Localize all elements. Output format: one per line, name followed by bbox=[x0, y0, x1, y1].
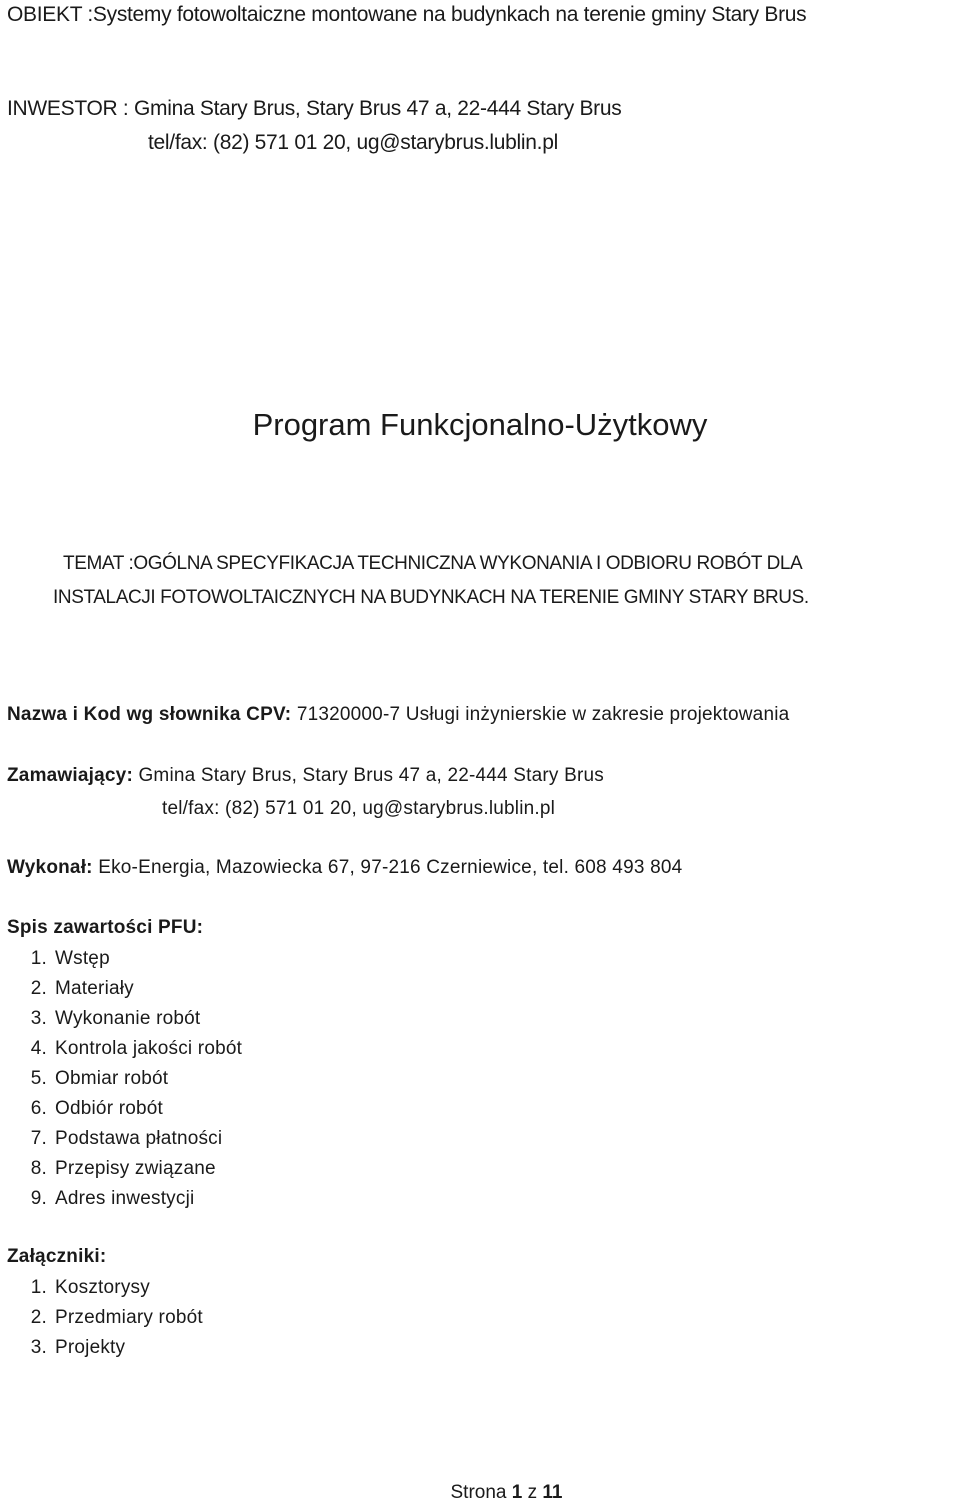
toc-item-number: 5. bbox=[30, 1068, 47, 1089]
toc-item-label: Podstawa płatności bbox=[55, 1128, 223, 1149]
contractor-value: Eko-Energia, Mazowiecka 67, 97-216 Czerniewice, tel. 608 493 804 bbox=[98, 857, 683, 878]
toc-item bbox=[7, 1124, 242, 1154]
footer-page-total: 11 bbox=[542, 1482, 563, 1503]
attachments-list bbox=[7, 1273, 203, 1363]
attachment-item-number: 1. bbox=[30, 1277, 47, 1298]
footer-prefix: Strona bbox=[450, 1482, 507, 1503]
toc-item-number: 9. bbox=[30, 1188, 47, 1209]
toc-item-label: Wykonanie robót bbox=[55, 1008, 201, 1029]
attachment-item-label: Kosztorysy bbox=[55, 1277, 150, 1298]
attachment-item bbox=[7, 1273, 203, 1303]
client-label: Zamawiający: bbox=[7, 765, 133, 786]
toc-list bbox=[7, 944, 242, 1214]
toc-item-number: 7. bbox=[30, 1128, 47, 1149]
cpv-line bbox=[7, 704, 789, 726]
investor-contact: tel/fax: (82) 571 01 20, ug@starybrus.lublin.pl bbox=[148, 131, 558, 154]
cpv-label: Nazwa i Kod wg słownika CPV: bbox=[7, 704, 292, 725]
attachments-heading: Załączniki: bbox=[7, 1246, 107, 1267]
footer-separator: z bbox=[527, 1482, 538, 1503]
attachment-item bbox=[7, 1333, 203, 1363]
document-title: Program Funkcjonalno-Użytkowy bbox=[252, 407, 708, 442]
cpv-value: 71320000-7 Usługi inżynierskie w zakresie projektowania bbox=[296, 704, 790, 725]
toc-item bbox=[7, 944, 242, 974]
toc-heading: Spis zawartości PFU: bbox=[7, 917, 204, 938]
toc-item-number: 8. bbox=[30, 1158, 47, 1179]
topic-line-1: TEMAT :OGÓLNA SPECYFIKACJA TECHNICZNA WYKONANIA I ODBIORU ROBÓT DLA bbox=[63, 553, 803, 574]
toc-item-number: 1. bbox=[30, 948, 47, 969]
toc-item bbox=[7, 1004, 242, 1034]
toc-item-number: 2. bbox=[30, 978, 47, 999]
investor-line: INWESTOR : Gmina Stary Brus, Stary Brus 47 a, 22-444 Stary Brus bbox=[7, 97, 622, 120]
client-value: Gmina Stary Brus, Stary Brus 47 a, 22-444 Stary Brus bbox=[138, 765, 604, 786]
toc-item bbox=[7, 1094, 242, 1124]
toc-item bbox=[7, 1034, 242, 1064]
page-footer bbox=[0, 1482, 960, 1504]
attachment-item-label: Projekty bbox=[55, 1337, 126, 1358]
toc-item bbox=[7, 1184, 242, 1214]
toc-item-label: Odbiór robót bbox=[55, 1098, 164, 1119]
toc-item-label: Materiały bbox=[55, 978, 134, 999]
toc-item-label: Kontrola jakości robót bbox=[55, 1038, 243, 1059]
object-line: OBIEKT :Systemy fotowoltaiczne montowane na budynkach na terenie gminy Stary Brus bbox=[7, 3, 807, 26]
contractor-label: Wykonał: bbox=[7, 857, 93, 878]
attachment-item-number: 2. bbox=[30, 1307, 47, 1328]
toc-item-label: Wstęp bbox=[55, 948, 110, 969]
toc-item-label: Obmiar robót bbox=[55, 1068, 169, 1089]
client-contact: tel/fax: (82) 571 01 20, ug@starybrus.lublin.pl bbox=[162, 798, 556, 819]
client-line bbox=[7, 765, 604, 787]
footer-page-number: 1 bbox=[511, 1482, 523, 1503]
attachment-item-label: Przedmiary robót bbox=[55, 1307, 203, 1328]
toc-item-number: 6. bbox=[30, 1098, 47, 1119]
attachment-item bbox=[7, 1303, 203, 1333]
toc-item-label: Przepisy związane bbox=[55, 1158, 216, 1179]
contractor-line bbox=[7, 857, 682, 879]
toc-item-label: Adres inwestycji bbox=[55, 1188, 195, 1209]
toc-item bbox=[7, 1064, 242, 1094]
toc-item-number: 4. bbox=[30, 1038, 47, 1059]
toc-item bbox=[7, 1154, 242, 1184]
toc-item-number: 3. bbox=[30, 1008, 47, 1029]
attachment-item-number: 3. bbox=[30, 1337, 47, 1358]
toc-item bbox=[7, 974, 242, 1004]
topic-line-2: INSTALACJI FOTOWOLTAICZNYCH NA BUDYNKACH NA TERENIE GMINY STARY BRUS. bbox=[53, 587, 809, 608]
